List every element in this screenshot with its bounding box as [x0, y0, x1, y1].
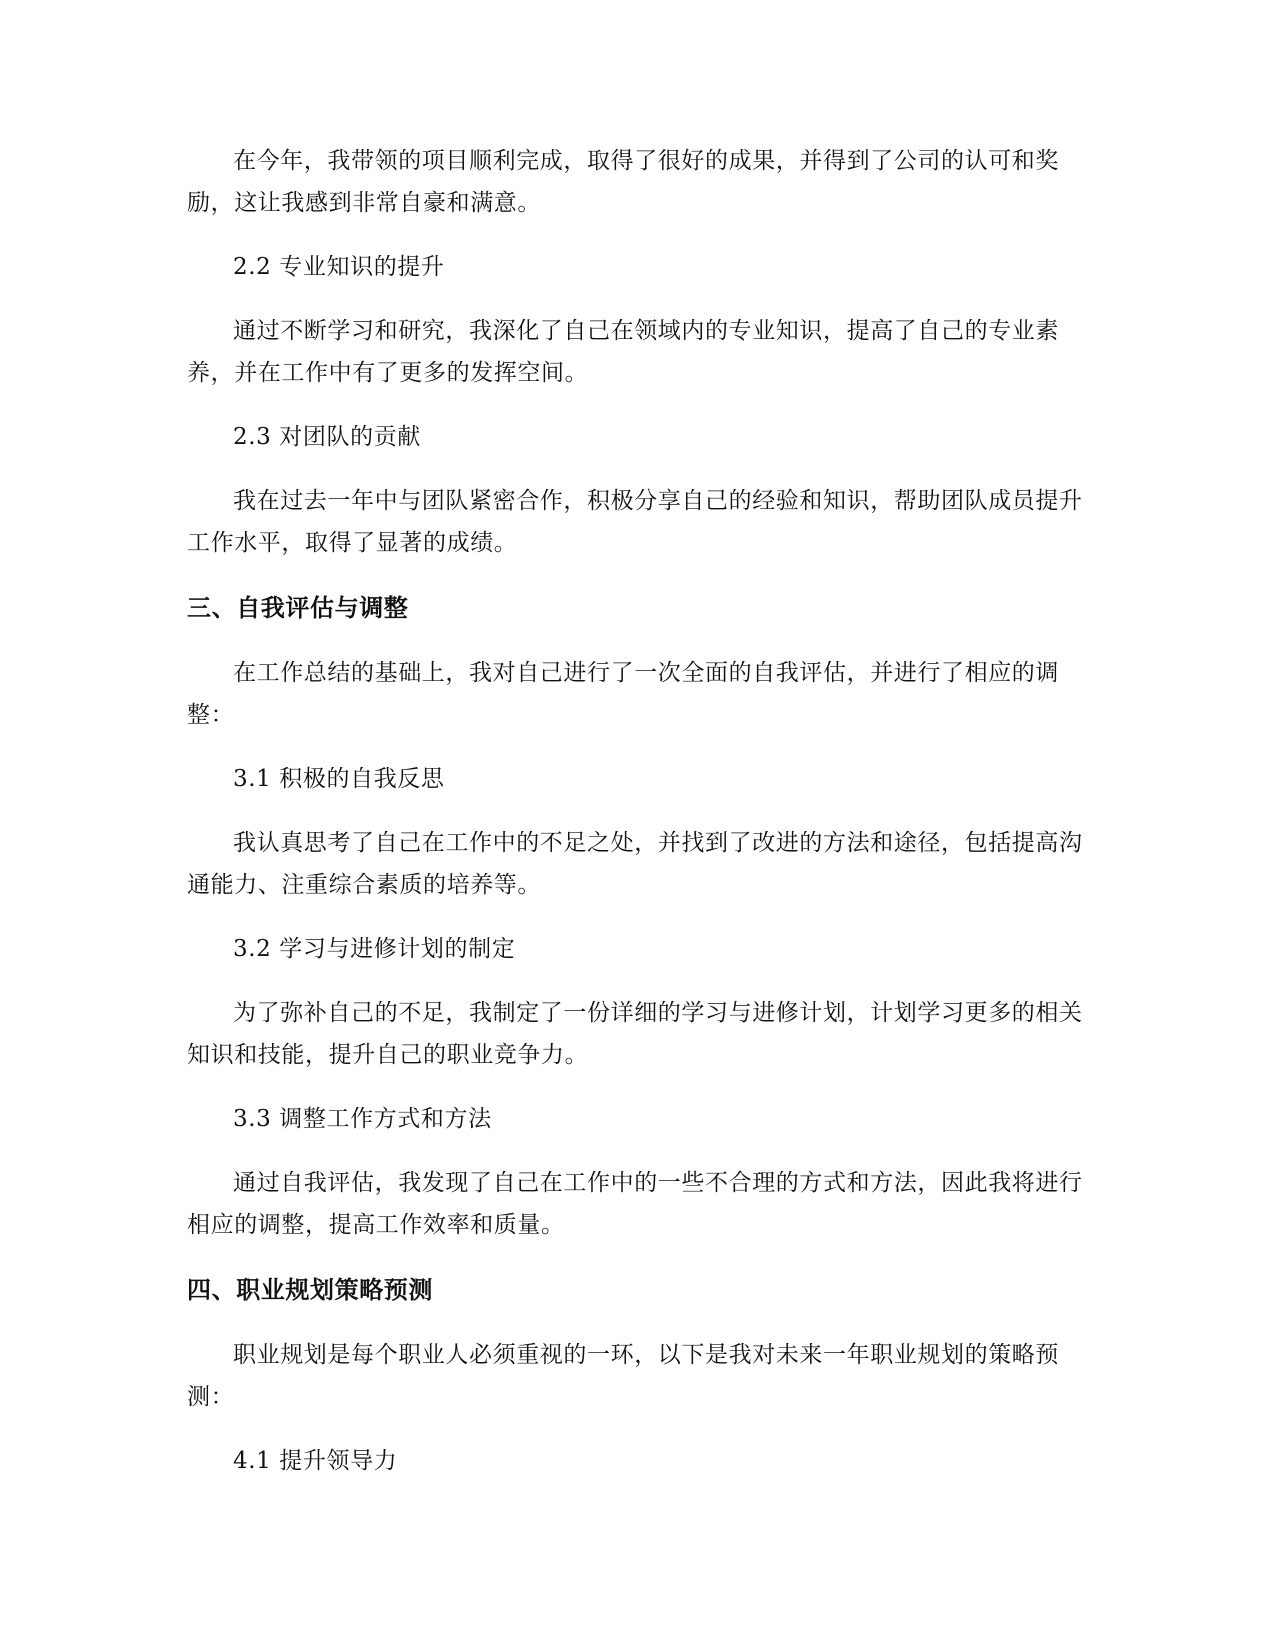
paragraph-project-achievement: 在今年，我带领的项目顺利完成，取得了很好的成果，并得到了公司的认可和奖励，这让我感到非常自豪和满意。 — [187, 148, 1059, 216]
paragraph-career-planning-intro: 职业规划是每个职业人必须重视的一环，以下是我对未来一年职业规划的策略预测： — [187, 1342, 1059, 1410]
paragraph-self-reflection: 我认真思考了自己在工作中的不足之处，并找到了改进的方法和途径，包括提高沟通能力、注重综合素质的培养等。 — [187, 830, 1083, 898]
subheading-4-1: 4.1 提升领导力 — [233, 1448, 398, 1474]
subheading-3-2: 3.2 学习与进修计划的制定 — [233, 936, 516, 962]
paragraph-study-plan: 为了弥补自己的不足，我制定了一份详细的学习与进修计划，计划学习更多的相关知识和技能，提升自己的职业竞争力。 — [187, 1000, 1083, 1068]
subheading-3-3: 3.3 调整工作方式和方法 — [233, 1106, 492, 1132]
document-body — [187, 140, 1087, 1504]
section-heading-3: 三、自我评估与调整 — [187, 594, 409, 622]
paragraph-team-contribution: 我在过去一年中与团队紧密合作，积极分享自己的经验和知识，帮助团队成员提升工作水平，取得了显著的成绩。 — [187, 488, 1083, 556]
subheading-3-1: 3.1 积极的自我反思 — [233, 766, 445, 792]
paragraph-professional-knowledge: 通过不断学习和研究，我深化了自己在领域内的专业知识，提高了自己的专业素养，并在工作中有了更多的发挥空间。 — [187, 318, 1059, 386]
section-heading-4: 四、职业规划策略预测 — [187, 1276, 433, 1304]
subheading-2-3: 2.3 对团队的贡献 — [233, 424, 421, 450]
paragraph-work-adjustment: 通过自我评估，我发现了自己在工作中的一些不合理的方式和方法，因此我将进行相应的调整，提高工作效率和质量。 — [187, 1170, 1083, 1238]
subheading-2-2: 2.2 专业知识的提升 — [233, 254, 445, 280]
paragraph-self-assessment-intro: 在工作总结的基础上，我对自己进行了一次全面的自我评估，并进行了相应的调整： — [187, 660, 1059, 728]
